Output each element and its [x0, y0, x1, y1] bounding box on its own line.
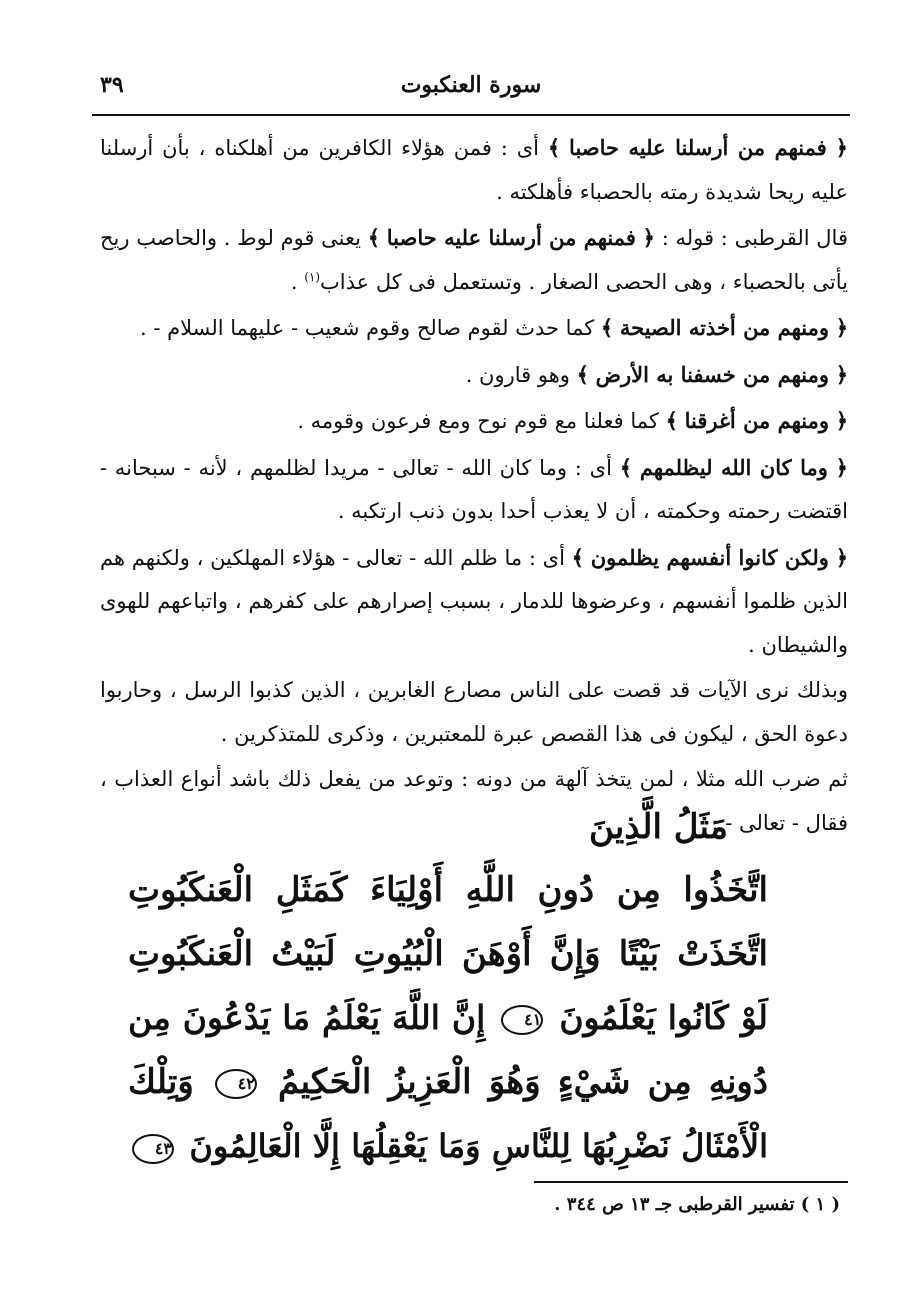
- verse-quote: وما كان الله ليظلمهم: [639, 454, 828, 480]
- ayah-number-41: ٤١: [501, 1005, 543, 1035]
- quote-close-mark: ﴾: [600, 315, 614, 340]
- paragraph-intro: قال القرطبى : قوله :: [661, 226, 848, 250]
- verse-segment: دُونِهِ مِن شَيْءٍ وَهُوَ الْعَزِيزُ الْحَكِيمُ: [277, 1062, 768, 1102]
- paragraph-text: أى : فمن هؤلاء الكافرين من أهلكناه ، بأن أرسلنا عليه ريحا شديدة رمته بالحصباء فأهلكته .: [100, 136, 848, 204]
- paragraph-text: كما حدث لقوم صالح وقوم شعيب - عليهما السلام - .: [139, 316, 595, 340]
- quote-open-mark: ﴿: [642, 225, 655, 250]
- verse-quote: ومنهم من أغرقنا: [684, 408, 829, 433]
- quran-line-2: اتَّخَذُوا مِن دُونِ اللَّهِ أَوْلِيَاءَ كَمَثَلِ الْعَنكَبُوتِ: [128, 870, 768, 910]
- footnote-reference[interactable]: (١): [304, 269, 321, 284]
- header-divider: [92, 114, 850, 116]
- paragraph-text: كما فعلنا مع قوم نوح ومع فرعون وقومه .: [297, 409, 659, 433]
- quran-line-5: [128, 1050, 768, 1114]
- paragraph-6: [100, 446, 848, 534]
- quran-line-4: [128, 986, 768, 1050]
- quote-close-mark: ﴾: [367, 225, 381, 250]
- paragraph-7: [100, 536, 848, 668]
- ayah-number-43: ٤٣: [132, 1134, 174, 1164]
- ayah-number-42: ٤٢: [215, 1069, 257, 1099]
- paragraph-4: [100, 353, 848, 398]
- quote-open-mark: ﴿: [835, 361, 848, 387]
- verse-segment: وَتِلْكَ: [128, 1062, 194, 1102]
- paragraph-text: ثم ضرب الله مثلا ، لمن يتخذ آلهة من دونه : وتوعد من يفعل ذلك باشد أنواع العذاب ، فقال - تعالى - :: [100, 767, 848, 835]
- quote-open-mark: ﴿: [835, 454, 848, 480]
- paragraph-text: وبذلك نرى الآيات قد قصت على الناس مصارع الغابرين ، الذين كذبوا الرسل ، وحاربوا دعوة الحق ، ليكون فى هذا القصص عبرة للمعتبرين ، وذكرى للمتذكرين .: [100, 678, 848, 746]
- footnote: ( ١ ) تفسير القرطبى جـ ١٣ ص ٣٤٤ .: [554, 1194, 840, 1215]
- page-number: ٣٩: [100, 72, 124, 98]
- verse-quote: ومنهم من خسفنا به الأرض: [595, 361, 829, 387]
- quote-open-mark: ﴿: [835, 135, 848, 160]
- quran-line-6: [128, 1114, 768, 1178]
- verse-quote: فمنهم من أرسلنا عليه حاصبا: [386, 225, 636, 250]
- paragraph-8: [100, 669, 848, 756]
- paragraph-text: يعنى قوم لوط . والحاصب ريح يأتى بالحصباء ، وهى الحصى الصغار . وتستعمل فى كل عذاب: [100, 226, 848, 294]
- verse-segment: إِنَّ اللَّهَ يَعْلَمُ مَا يَدْعُونَ مِن: [128, 998, 486, 1037]
- paragraph-5: [100, 399, 848, 444]
- quote-close-mark: ﴾: [571, 544, 584, 570]
- verse-quote: ولكن كانوا أنفسهم يظلمون: [590, 544, 829, 570]
- verse-segment: لَوْ كَانُوا يَعْلَمُونَ: [559, 998, 768, 1037]
- paragraph-text: أى : ما ظلم الله - تعالى - هؤلاء المهلكين ، ولكنهم هم الذين ظلموا أنفسهم ، وعرضوها للدمار ، بسبب إصرارهم على كفرهم ، واتباعهم للهوى والشيطان .: [100, 545, 848, 657]
- quote-close-mark: ﴾: [619, 454, 633, 480]
- quote-close-mark: ﴾: [547, 135, 561, 160]
- paragraph-text: وهو قارون .: [465, 362, 570, 387]
- page-header: [92, 68, 850, 108]
- quote-open-mark: ﴿: [835, 408, 848, 433]
- quote-open-mark: ﴿: [835, 315, 848, 340]
- verse-quote: ومنهم من أخذته الصيحة: [619, 315, 829, 340]
- paragraph-2: [100, 216, 848, 304]
- paragraph-text: أى : وما كان الله - تعالى - مريدا لظلمهم ، لأنه - سبحانه - اقتضت رحمته وحكمته ، أن لا يعذب أحدا بدون ذنب ارتكبه .: [100, 455, 848, 523]
- paragraph-end: .: [290, 269, 305, 294]
- commentary-text: [100, 126, 848, 845]
- footnote-divider: [534, 1181, 848, 1183]
- quran-verses-block: [128, 796, 768, 1178]
- surah-title: سورة العنكبوت: [400, 72, 542, 98]
- quran-line-3: اتَّخَذَتْ بَيْتًا وَإِنَّ أَوْهَنَ الْبُيُوتِ لَبَيْتُ الْعَنكَبُوتِ: [128, 934, 768, 974]
- quote-close-mark: ﴾: [665, 408, 678, 433]
- quote-open-mark: ﴿: [835, 544, 848, 570]
- verse-quote: فمنهم من أرسلنا عليه حاصبا: [569, 135, 827, 160]
- quran-line-1: مَثَلُ الَّذِينَ: [588, 807, 728, 847]
- paragraph-1: [100, 126, 848, 214]
- verse-segment: الْأَمْثَالُ نَضْرِبُهَا لِلنَّاسِ وَمَا يَعْقِلُهَا إِلَّا الْعَالِمُونَ: [189, 1127, 769, 1165]
- paragraph-3: [100, 306, 848, 351]
- quote-close-mark: ﴾: [576, 361, 589, 387]
